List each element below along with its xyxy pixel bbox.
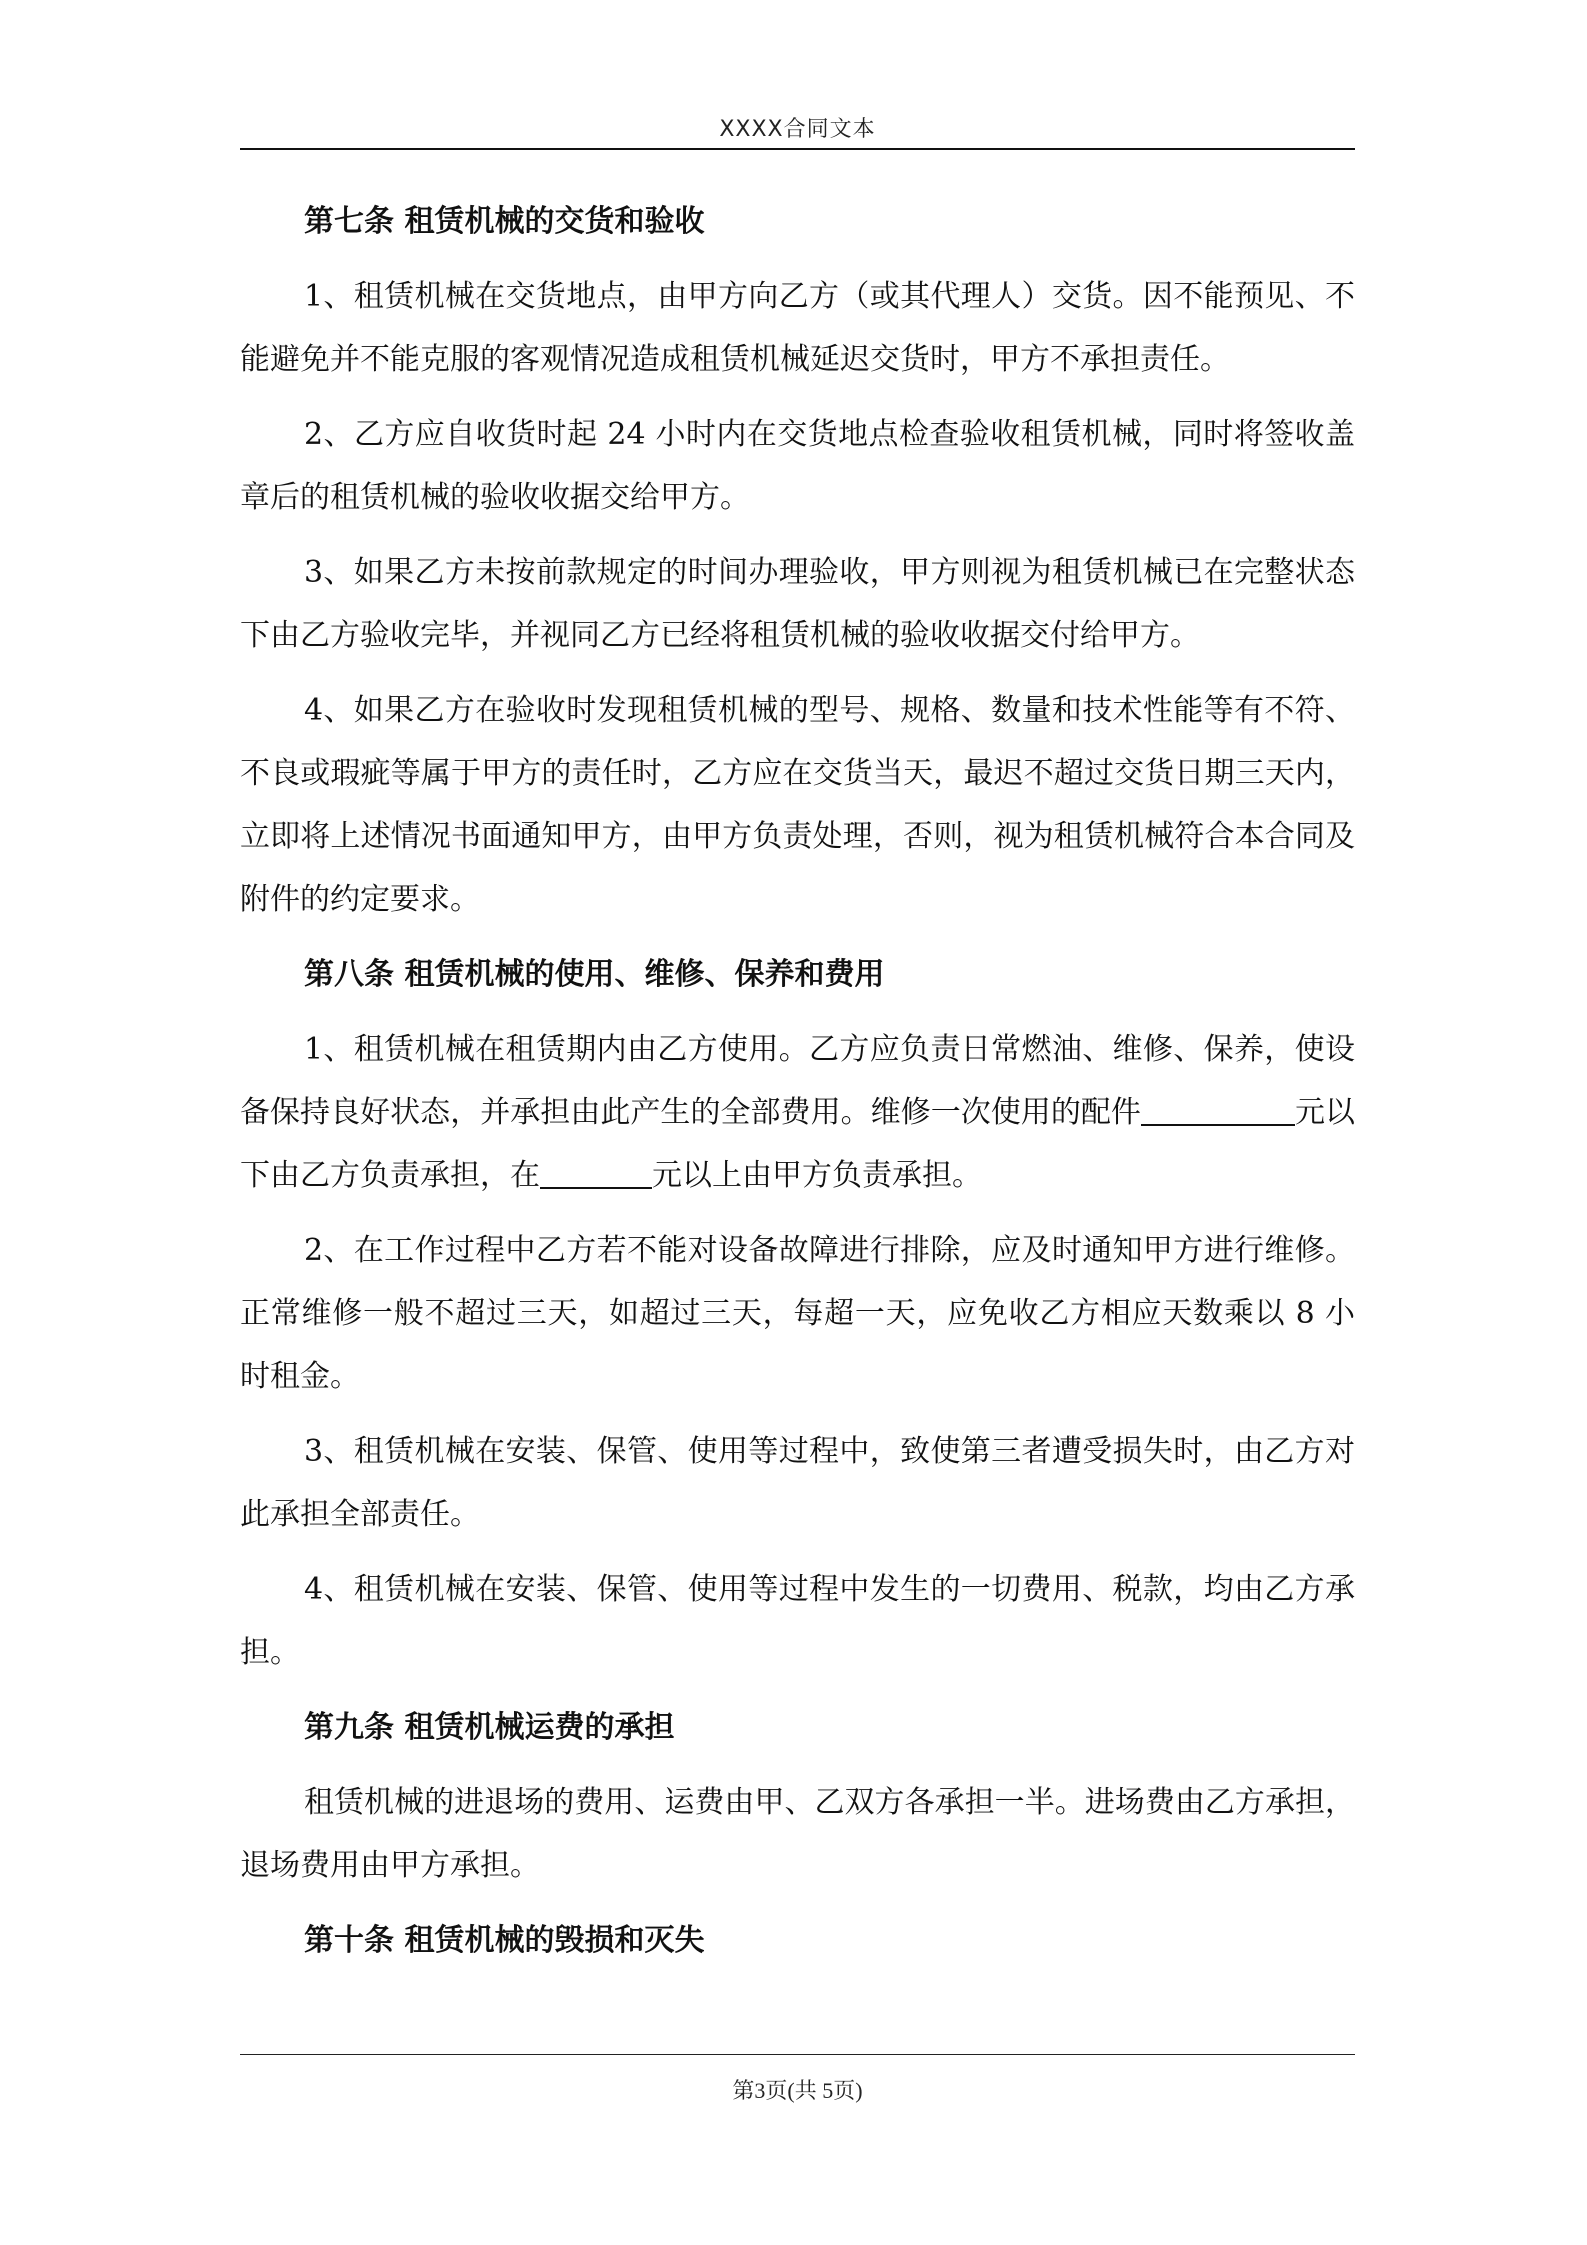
article-8-clause-4: 4、租赁机械在安装、保管、使用等过程中发生的一切费用、税款，均由乙方承担。 [240,1572,1355,1670]
article-8-clause-1-text-a: 1、租赁机械在租赁期内由乙方使用。乙方应负责日常燃油、维修、保养，使设备保持良好状态，并承担由此产生的全部费用。维修一次使用的配件 [240,1032,1355,1130]
article-8-clause-1 [240,1018,1355,1207]
article-7-clause-4: 4、如果乙方在验收时发现租赁机械的型号、规格、数量和技术性能等有不符、不良或瑕疵等属于甲方的责任时，乙方应在交货当天，最迟不超过交货日期三天内，立即将上述情况书面通知甲方，由甲方负责处理，否则，视为租赁机械符合本合同及附件的约定要求。 [240,693,1355,917]
article-7-clause-3: 3、如果乙方未按前款规定的时间办理验收，甲方则视为租赁机械已在完整状态下由乙方验收完毕，并视同乙方已经将租赁机械的验收收据交付给甲方。 [240,555,1355,653]
parts-amount-blank-3 [540,1157,652,1189]
article-10-title: 第十条 租赁机械的毁损和灭失 [304,1923,705,1958]
article-8-clause-1-text-c: 元以上由甲方负责承担。 [652,1158,982,1193]
article-7-title: 第七条 租赁机械的交货和验收 [304,204,705,239]
article-8-clause-3: 3、租赁机械在安装、保管、使用等过程中，致使第三者遭受损失时，由乙方对此承担全部责任。 [240,1434,1355,1532]
article-7-clause-2: 2、乙方应自收货时起 24 小时内在交货地点检查验收租赁机械，同时将签收盖章后的租赁机械的验收收据交给甲方。 [240,417,1355,515]
article-7-clause-1: 1、租赁机械在交货地点，由甲方向乙方（或其代理人）交货。因不能预见、不能避免并不能克服的客观情况造成租赁机械延迟交货时，甲方不承担责任。 [240,279,1355,377]
document-body [240,190,1355,1984]
article-8-clause-1-text-b: 元以下由乙方负责承担，在 [240,1095,1355,1193]
page-header-title: XXXX合同文本 [719,117,876,142]
header-divider [240,148,1355,150]
footer-divider [240,2054,1355,2055]
article-8-clause-2: 2、在工作过程中乙方若不能对设备故障进行排除，应及时通知甲方进行维修。正常维修一般不超过三天，如超过三天，每超一天，应免收乙方相应天数乘以 8 小时租金。 [240,1233,1355,1394]
article-8-title: 第八条 租赁机械的使用、维修、保养和费用 [304,957,885,992]
page-number: 第3页(共 5页) [732,2078,863,2103]
parts-amount-blank-1 [1141,1094,1235,1126]
parts-amount-blank-2 [1235,1094,1295,1126]
article-9-clause-1: 租赁机械的进退场的费用、运费由甲、乙双方各承担一半。进场费由乙方承担，退场费用由甲方承担。 [240,1785,1355,1883]
article-9-title: 第九条 租赁机械运费的承担 [304,1710,675,1745]
